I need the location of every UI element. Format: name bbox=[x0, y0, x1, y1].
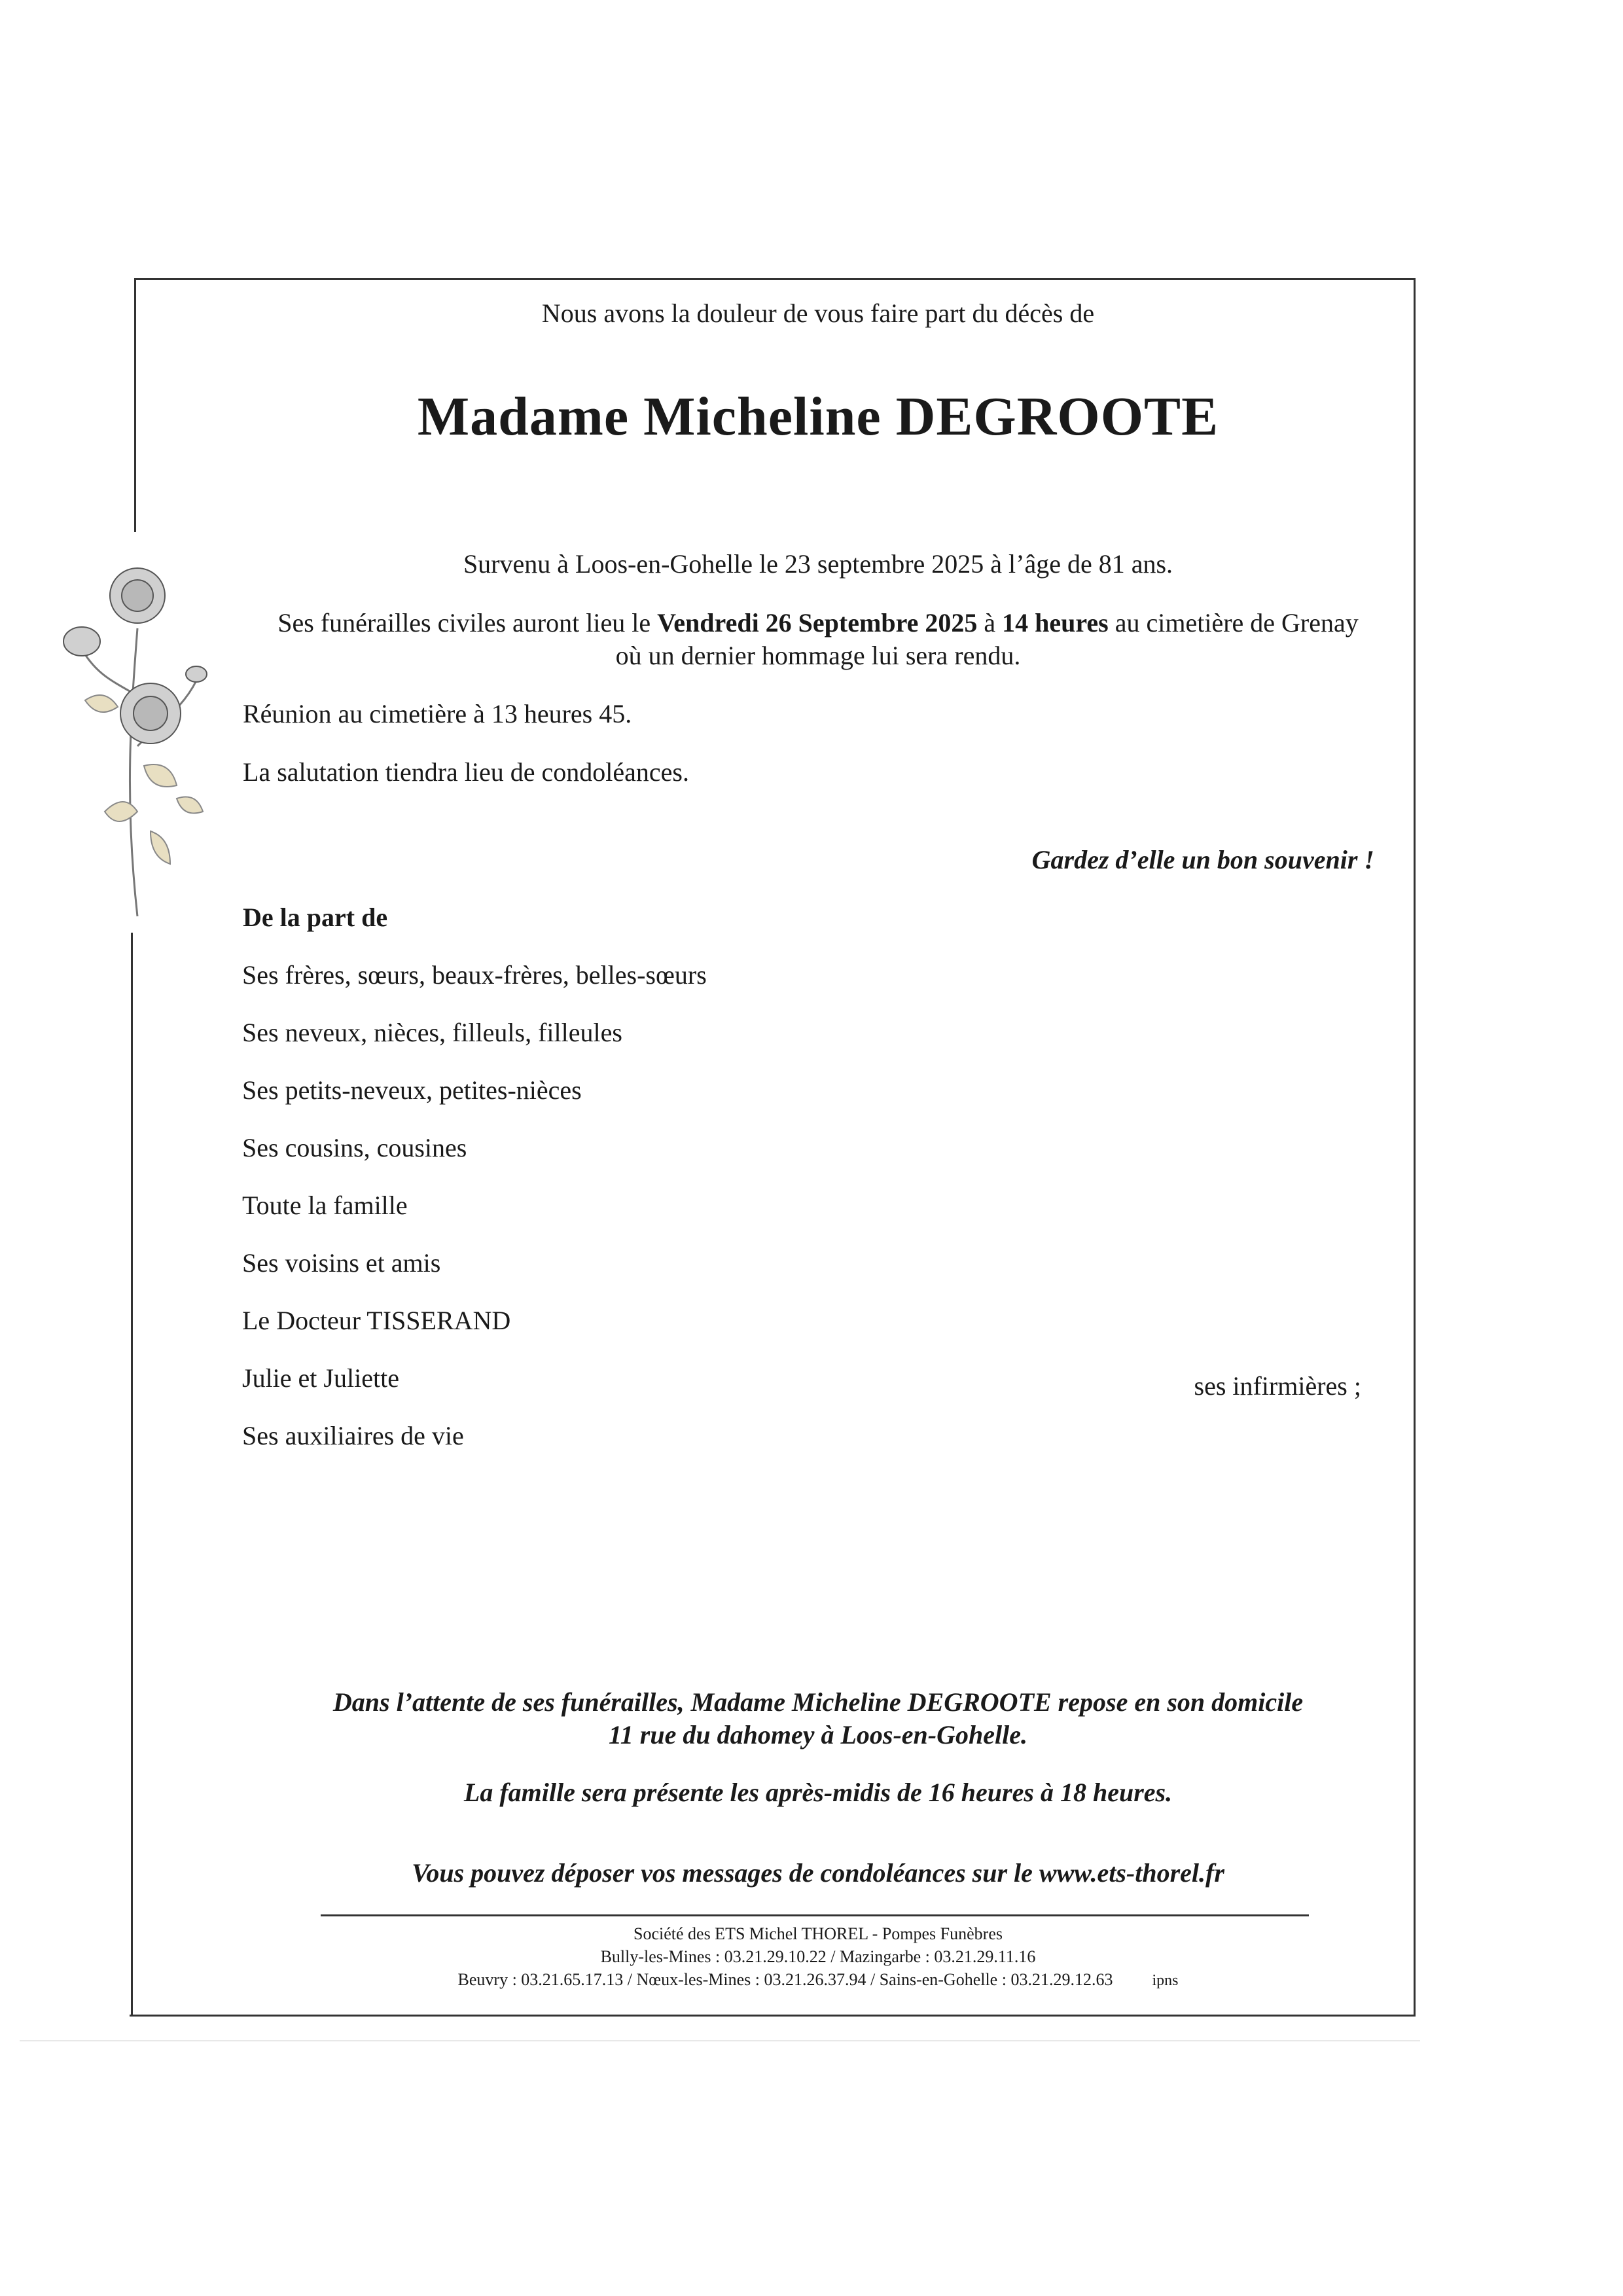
frame-left-border-upper bbox=[134, 278, 136, 532]
reunion-text: Réunion au cimetière à 13 heures 45. bbox=[243, 699, 632, 728]
salutation-text: La salutation tiendra lieu de condoléances. bbox=[243, 757, 689, 787]
funeral-pre: Ses funérailles civiles auront lieu le bbox=[277, 608, 658, 637]
nurses-text: ses infirmières ; bbox=[1194, 1371, 1361, 1401]
family-heading: De la part de bbox=[243, 903, 388, 932]
family-member: Ses auxiliaires de vie bbox=[242, 1421, 464, 1450]
footer-phones-2-text: Beuvry : 03.21.65.17.13 / Nœux-les-Mines : 03.21.26.37.94 / Sains-en-Gohelle : 03.21.29.12.63 bbox=[457, 1970, 1113, 1989]
frame-left-border-lower bbox=[131, 933, 133, 2016]
condolences-website-text: Vous pouvez déposer vos messages de condoléances sur le www.ets-thorel.fr bbox=[412, 1858, 1224, 1888]
rest-place-line-1: Dans l’attente de ses funérailles, Madame Micheline DEGROOTE repose en son domicile bbox=[332, 1687, 1304, 1717]
ipns-tag: ipns bbox=[1152, 1972, 1179, 1989]
family-member: Le Docteur TISSERAND bbox=[242, 1306, 511, 1335]
family-member: Ses cousins, cousines bbox=[242, 1133, 467, 1162]
funeral-date: Vendredi 26 Septembre 2025 bbox=[657, 608, 978, 637]
footer-separator bbox=[321, 1914, 1309, 1916]
rose-illustration bbox=[46, 550, 216, 929]
footer-phones-2 bbox=[366, 1970, 1270, 1990]
family-member: Toute la famille bbox=[242, 1191, 408, 1220]
visiting-hours: La famille sera présente les après-midis de 16 heures à 18 heures. bbox=[463, 1778, 1173, 1807]
rest-place-line-2: 11 rue du dahomey à Loos-en-Gohelle. bbox=[609, 1720, 1027, 1749]
footer-company: Société des ETS Michel THOREL - Pompes Funèbres bbox=[633, 1924, 1003, 1943]
memory-quote: Gardez d’elle un bon souvenir ! bbox=[1031, 845, 1374, 874]
deceased-name: Madame Micheline DEGROOTE bbox=[417, 386, 1219, 447]
family-member: Julie et Juliette bbox=[242, 1363, 399, 1393]
funeral-post: au cimetière de Grenay bbox=[1108, 608, 1359, 637]
footer-phones-1: Bully-les-Mines : 03.21.29.10.22 / Mazingarbe : 03.21.29.11.16 bbox=[600, 1947, 1036, 1966]
scan-edge-line bbox=[20, 2040, 1420, 2041]
frame-bottom-border bbox=[130, 2015, 1416, 2017]
frame-top-border bbox=[135, 278, 1416, 280]
frame-right-border bbox=[1414, 278, 1416, 2016]
family-member: Ses neveux, nièces, filleuls, filleules bbox=[242, 1018, 622, 1047]
family-member: Ses voisins et amis bbox=[242, 1248, 441, 1278]
funeral-mid: à bbox=[977, 608, 1003, 637]
announcement-intro: Nous avons la douleur de vous faire part du décès de bbox=[541, 298, 1095, 328]
funeral-line-2: où un dernier hommage lui sera rendu. bbox=[615, 641, 1021, 670]
family-member: Ses petits-neveux, petites-nièces bbox=[242, 1075, 582, 1105]
family-member: Ses frères, sœurs, beaux-frères, belles-sœurs bbox=[242, 960, 707, 990]
death-date-text: Survenu à Loos-en-Gohelle le 23 septembre 2025 à l’âge de 81 ans. bbox=[463, 549, 1173, 579]
funeral-hour: 14 heures bbox=[1002, 608, 1109, 637]
funeral-line-1 bbox=[209, 607, 1427, 638]
